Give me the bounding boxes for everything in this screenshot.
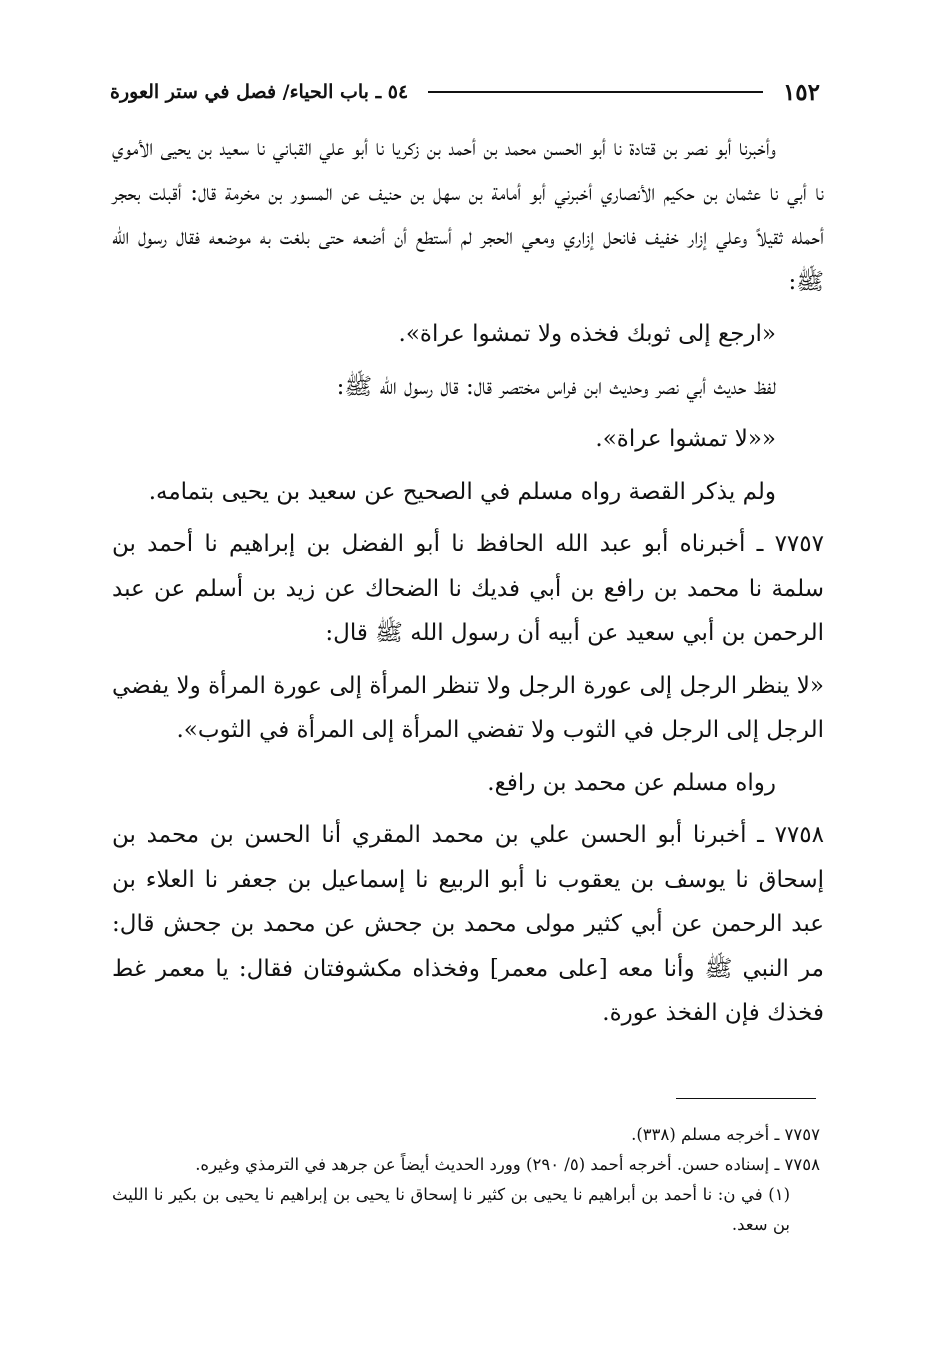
hadith-entry-7758: ٧٧٥٨ ـ أخبرنا أبو الحسن علي بن محمد المقري أنا الحسن بن محمد بن إسحاق نا يوسف بن يعقوب نا أبو الربيع نا إسماعيل بن جعفر نا العلاء بن عبد الرحمن عن أبي كثير مولى محمد بن جحش عن محمد بن جحش قال: مر النبي ﷺ وأنا معه [على معمر] وفخذاه مكشوفتان فقال: يا معمر غط فخذك فإن الفخذ عورة. xyxy=(112,822,824,1026)
hadith-quote: ««لا تمشوا عراة». xyxy=(595,426,776,452)
footnote: ٧٧٥٨ ـ إسناده حسن. أخرجه أحمد (٥/ ٢٩٠) وورد الحديث أيضاً عن جرهد في الترمذي وغيره. xyxy=(195,1155,820,1174)
hadith-quote: «لا ينظر الرجل إلى عورة الرجل ولا تنظر المرأة إلى عورة المرأة ولا يفضي الرجل إلى الرجل في الثوب ولا تفضي المرأة إلى المرأة في الثوب». xyxy=(112,672,824,743)
page-header xyxy=(110,74,820,110)
paragraph: رواه مسلم عن محمد بن رافع. xyxy=(487,769,776,796)
paragraph: وأخبرنا أبو نصر بن قتادة نا أبو الحسن محمد بن أحمد بن زكريا نا أبو علي القباني نا سعيد بن يحيى الأموي نا أبي نا عثمان بن حكيم الأنصاري أخبرني أبو أمامة بن سهل بن حنيف عن المسور بن مخرمة قال: أقبلت بحجر أحمله ثقيلاً وعلي إزار خفيف فانحل إزاري ومعي الحجر لم أستطع أن أضعه حتى بلغت به موضعه فقال رسول الله ﷺ: xyxy=(112,135,824,295)
footnote-rule xyxy=(676,1098,816,1099)
paragraph: لفظ حديث أبي نصر وحديث ابن فراس مختصر قال: قال رسول الله ﷺ: xyxy=(336,373,776,400)
main-text xyxy=(112,126,824,1044)
footnote: (١) في ن: نا أحمد بن أبراهيم نا يحيى بن كثير نا إسحاق نا يحيى بن إبراهيم نا يحيى بن بكير نا الليث بن سعد. xyxy=(112,1185,790,1234)
paragraph: ولم يذكر القصة رواه مسلم في الصحيح عن سعيد بن يحيى بتمامه. xyxy=(148,478,776,505)
footnote: ٧٧٥٧ ـ أخرجه مسلم (٣٣٨). xyxy=(631,1125,820,1144)
running-head: ٥٤ ـ باب الحياء/ فصل في ستر العورة xyxy=(110,81,409,103)
header-rule xyxy=(428,91,763,93)
page-number: ١٥٢ xyxy=(782,78,820,106)
footnotes xyxy=(112,1120,820,1240)
hadith-quote: «ارجع إلى ثوبك فخذه ولا تمشوا عراة». xyxy=(398,321,776,347)
hadith-entry-7757: ٧٧٥٧ ـ أخبرناه أبو عبد الله الحافظ نا أبو الفضل بن إبراهيم نا أحمد بن سلمة نا محمد بن رافع بن أبي فديك نا الضحاك عن زيد بن أسلم عن عبد الرحمن بن أبي سعيد عن أبيه أن رسول الله ﷺ قال: xyxy=(112,531,824,646)
